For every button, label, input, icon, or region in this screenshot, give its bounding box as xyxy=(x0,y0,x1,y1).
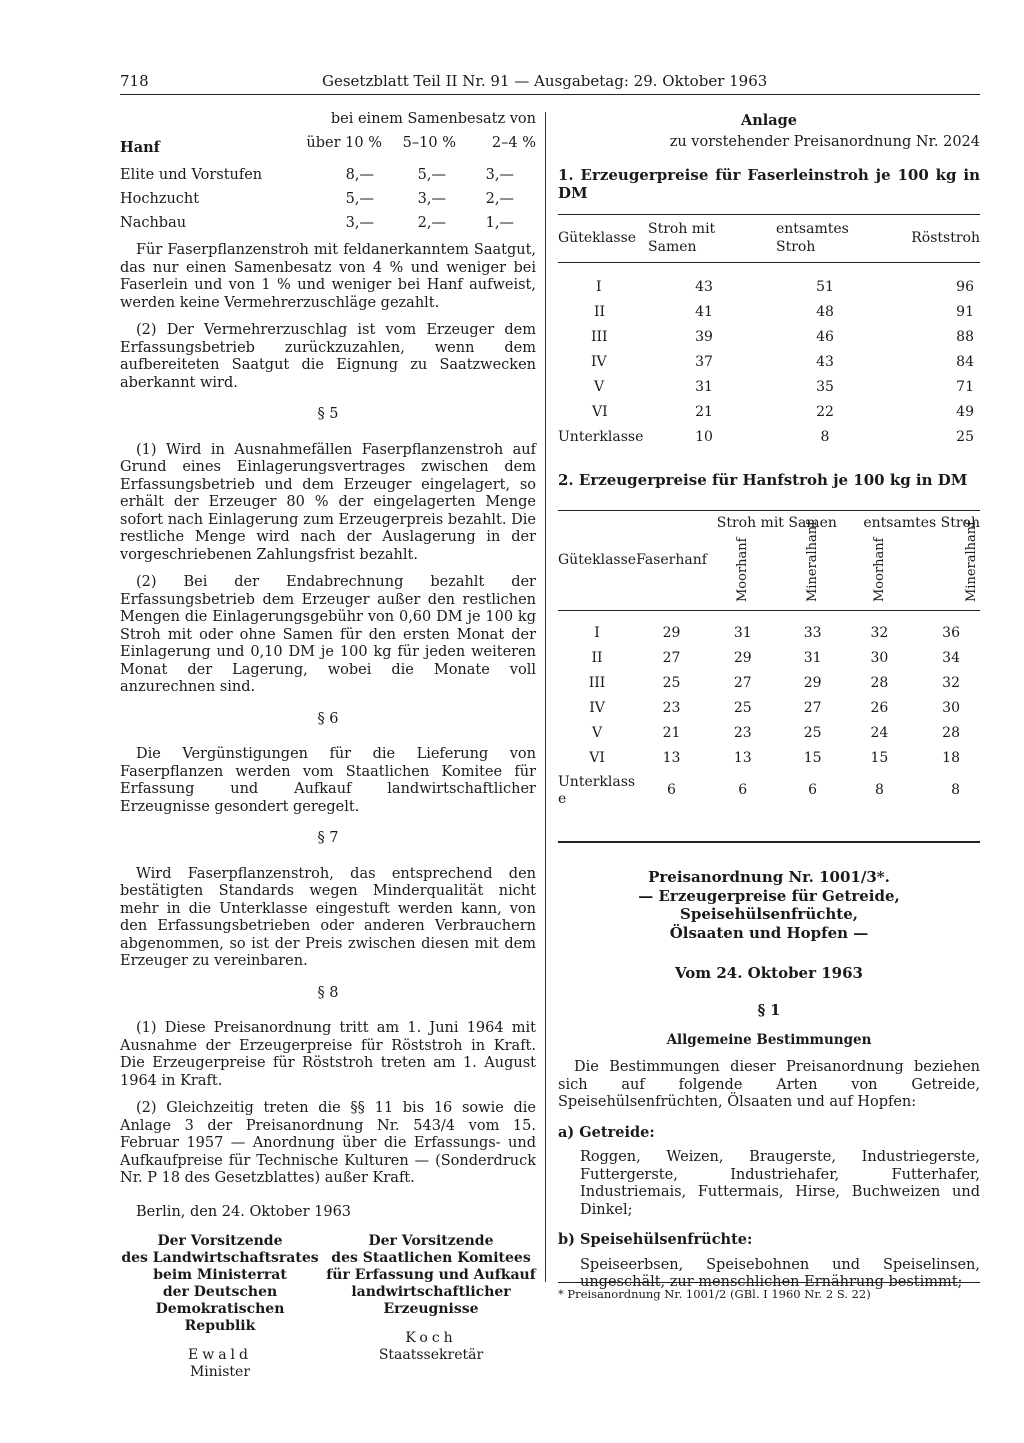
cell: 6 xyxy=(808,782,818,799)
signature-line: des Staatlichen Komitees xyxy=(331,1250,531,1266)
cell: V xyxy=(594,378,605,395)
cell: 29 xyxy=(733,649,752,666)
cell: 29 xyxy=(662,624,681,641)
table-row xyxy=(558,350,980,375)
cell: Unterklasse xyxy=(558,428,644,445)
signature-line: landwirtschaftlicher xyxy=(351,1284,511,1300)
cell: 35 xyxy=(816,378,834,395)
cell: 43 xyxy=(816,353,834,370)
cell: 29 xyxy=(803,674,822,691)
signature-line: beim Ministerrat xyxy=(153,1267,287,1283)
place-date: Berlin, den 24. Oktober 1963 xyxy=(136,1203,352,1220)
cell: 31 xyxy=(695,378,713,395)
column-header: Güteklasse xyxy=(558,215,648,263)
cell: VI xyxy=(592,403,608,420)
table-row xyxy=(558,300,980,325)
table-row xyxy=(120,212,536,236)
signatory-name: Koch xyxy=(405,1330,457,1346)
page-number: 718 xyxy=(120,72,149,90)
cell: 36 xyxy=(942,624,960,641)
cell: 1,— xyxy=(485,215,514,232)
cell: 46 xyxy=(816,328,834,345)
table-row xyxy=(558,721,980,746)
signature-block xyxy=(120,1233,536,1381)
ordinance-subtitle: Ölsaaten und Hopfen — xyxy=(669,924,869,942)
left-column xyxy=(120,108,536,1381)
cell: 27 xyxy=(662,649,681,666)
section-heading: § 1 xyxy=(757,1002,781,1019)
row-label: Nachbau xyxy=(120,215,187,232)
column-group-header: Stroh mit Samen xyxy=(707,510,847,532)
list-label: a) Getreide: xyxy=(558,1123,655,1141)
table-row xyxy=(558,671,980,696)
column-divider xyxy=(545,112,546,1282)
section-rule xyxy=(558,841,980,843)
section-heading: § 7 xyxy=(317,830,339,846)
section-heading: § 8 xyxy=(317,984,339,1001)
cell: 25 xyxy=(956,428,974,445)
cell: 23 xyxy=(662,699,681,716)
cell: 37 xyxy=(695,353,713,370)
table-row xyxy=(558,771,980,811)
cell: IV xyxy=(589,699,605,716)
paragraph: Für Faserpflanzenstroh mit feldanerkanntem Saatgut, das nur einen Samenbesatz von 4 % und weniger bei Faserlein und von 1 % und weniger bei Hanf aufweist, werden keine Vermehrerzuschläge gezahlt. xyxy=(120,242,536,311)
hanf-group-heading: bei einem Samenbesatz von xyxy=(330,111,536,128)
table-row xyxy=(558,646,980,671)
column-header: entsamtes Stroh xyxy=(760,215,890,263)
paragraph: (1) Wird in Ausnahmefällen Faserpflanzenstroh auf Grund eines Einlagerungsvertrages zwischen dem Erfassungsbetrieb und dem Erzeuger eingelagert, so erhält der Erzeuger 80 % der eingelagerten Menge sofort nach Einlagerung zum Erzeugerpreis bezahlt. Die restliche Menge wird nach der Auslagerung in der vorgeschriebenen Zahlungsfrist bezahlt. xyxy=(120,441,536,563)
cell: 5,— xyxy=(345,191,374,208)
paragraph: Wird Faserpflanzenstroh, das entsprechend den bestätigten Standards wegen Minderqualität nicht mehr in die Unterklasse eingestuft werden kann, von den Erfassungsbetrieben oder anderen Verbrauchern abgenommen, so ist der Preis zwischen diesen mit dem Erzeuger zu vereinbaren. xyxy=(120,865,536,969)
list-body: Roggen, Weizen, Braugerste, Industriegerste, Futtergerste, Industriehafer, Futterhafer, Industriemais, Futtermais, Hirse, Buchweizen und Dinkel; xyxy=(580,1149,980,1218)
cell: 30 xyxy=(942,699,960,716)
cell: 2,— xyxy=(417,215,446,232)
ordinance-title: Preisanordnung Nr. 1001/3*. xyxy=(648,867,890,886)
cell: 8 xyxy=(874,782,884,799)
signatory-role: Staatssekretär xyxy=(378,1347,484,1363)
cell: 10 xyxy=(695,428,713,445)
cell: 27 xyxy=(803,699,822,716)
cell: 5,— xyxy=(417,167,446,184)
cell: 71 xyxy=(956,378,974,395)
signature-line: der Deutschen xyxy=(162,1284,278,1300)
signature-line: Der Vorsitzende xyxy=(157,1233,283,1249)
cell: 33 xyxy=(803,624,822,641)
cell: 25 xyxy=(662,674,681,691)
cell: III xyxy=(588,674,606,691)
anlage-subtitle: zu vorstehender Preisanordnung Nr. 2024 xyxy=(669,133,980,150)
cell: 3,— xyxy=(417,191,446,208)
signature-line: Erzeugnisse xyxy=(383,1301,479,1317)
cell: II xyxy=(594,303,606,320)
column-header: Stroh mit Samen xyxy=(648,215,760,263)
table-row xyxy=(120,164,536,188)
cell: 6 xyxy=(667,782,676,799)
cell: 3,— xyxy=(345,215,374,232)
signatory-role: Minister xyxy=(189,1364,251,1380)
cell: 6 xyxy=(738,782,748,799)
table-row xyxy=(558,400,980,425)
table-row xyxy=(558,325,980,350)
cell: 21 xyxy=(662,724,681,741)
cell: VI xyxy=(589,749,605,766)
cell: 30 xyxy=(870,649,889,666)
column-header: Moorhanf xyxy=(871,537,887,602)
section-heading: § 5 xyxy=(317,406,339,422)
section-heading: § 6 xyxy=(317,710,339,727)
cell: III xyxy=(591,328,608,345)
cell: 43 xyxy=(695,278,713,295)
hanf-price-table xyxy=(558,510,980,812)
ordinance-subtitle: — Erzeugerpreise für Getreide, Speisehülsenfrüchte, xyxy=(638,887,900,923)
page-header-title: Gesetzblatt Teil II Nr. 91 — Ausgabetag: 29. Oktober 1963 xyxy=(322,72,768,90)
cell: 32 xyxy=(942,674,960,691)
hanf-col-header: über 10 % xyxy=(306,135,382,152)
cell: II xyxy=(591,649,603,666)
signatory-name: Ewald xyxy=(188,1347,252,1363)
paragraph: (2) Der Vermehrerzuschlag ist vom Erzeuger dem Erfassungsbetrieb zurückzuzahlen, wenn dem aufbereiteten Saatgut die Eignung zu Saatzwecken aberkannt wird. xyxy=(120,322,536,391)
cell: I xyxy=(596,278,602,295)
cell: 15 xyxy=(870,749,889,766)
row-label: Elite und Vorstufen xyxy=(120,167,263,184)
section-title: Allgemeine Bestimmungen xyxy=(666,1031,872,1048)
cell: Unterklasse xyxy=(558,774,636,807)
footnote: * Preisanordnung Nr. 1001/2 (GBl. I 1960 Nr. 2 S. 22) xyxy=(558,1282,980,1301)
cell: 15 xyxy=(803,749,822,766)
cell: 28 xyxy=(870,674,889,691)
cell: 21 xyxy=(695,403,713,420)
column-header: Röststroh xyxy=(890,215,980,263)
paragraph: (2) Gleichzeitig treten die §§ 11 bis 16 sowie die Anlage 3 der Preisanordnung Nr. 543/4 vom 15. Februar 1957 — Anordnung über die Erfassungs- und Aufkaufpreise für Technische Kulturen — (Sonderdruck Nr. P 18 des Gesetzblattes) außer Kraft. xyxy=(120,1100,536,1186)
cell: 23 xyxy=(733,724,752,741)
table-row xyxy=(558,375,980,400)
column-header: Moorhanf xyxy=(734,537,750,602)
table-row xyxy=(558,746,980,771)
cell: 18 xyxy=(942,749,960,766)
cell: 8,— xyxy=(345,167,374,184)
signature-line: für Erfassung und Aufkauf xyxy=(326,1267,536,1283)
paragraph: (2) Bei der Endabrechnung bezahlt der Erfassungsbetrieb dem Erzeuger außer den restlichen Mengen die Einlagerungsgebühr von 0,60 DM je 100 kg Stroh mit oder ohne Samen für den ersten Monat der Einlagerung und 0,10 DM je 100 kg für jeden weiteren Monat der Lagerung, wobei die Monate voll anzurechnen sind. xyxy=(120,574,536,695)
column-header: Mineralhanf xyxy=(804,521,820,602)
hanf-col-header: 2–4 % xyxy=(491,135,536,152)
paragraph: (1) Diese Preisanordnung tritt am 1. Juni 1964 mit Ausnahme der Erzeugerpreise für Röststroh in Kraft. Die Erzeugerpreise für Röststroh treten am 1. August 1964 in Kraft. xyxy=(120,1020,536,1089)
page-header xyxy=(120,70,980,95)
cell: 8 xyxy=(820,428,830,445)
table-row xyxy=(120,188,536,212)
cell: 24 xyxy=(870,724,889,741)
cell: 28 xyxy=(942,724,960,741)
cell: 8 xyxy=(951,782,960,799)
signature-line: des Landwirtschaftsrates xyxy=(121,1250,319,1266)
cell: IV xyxy=(591,353,607,370)
cell: 31 xyxy=(803,649,822,666)
table-row xyxy=(558,621,980,646)
column-header: Mineralhanf xyxy=(963,521,979,602)
cell: 25 xyxy=(803,724,822,741)
column-header: Güteklasse xyxy=(558,552,637,568)
paragraph: Die Bestimmungen dieser Preisanordnung beziehen sich auf folgende Arten von Getreide, Speisehülsenfrüchten, Ölsaaten und auf Hopfen: xyxy=(558,1059,980,1110)
cell: 39 xyxy=(695,328,713,345)
cell: 13 xyxy=(662,749,681,766)
hanf-label: Hanf xyxy=(120,138,160,156)
cell: 2,— xyxy=(485,191,514,208)
table2-title: 2. Erzeugerpreise für Hanfstroh je 100 kg in DM xyxy=(558,471,968,489)
table-row xyxy=(558,696,980,721)
cell: 48 xyxy=(816,303,834,320)
column-header: Faserhanf xyxy=(636,552,707,568)
signature-line: Der Vorsitzende xyxy=(368,1233,494,1249)
signature-right xyxy=(326,1233,536,1381)
cell: 26 xyxy=(870,699,889,716)
paragraph: Die Vergünstigungen für die Lieferung von Faserpflanzen werden vom Staatlichen Komitee für Erfassung und Aufkauf landwirtschaftlicher Erzeugnisse gesondert geregelt. xyxy=(120,746,536,815)
table-row xyxy=(558,275,980,300)
cell: 49 xyxy=(956,403,974,420)
cell: 91 xyxy=(956,303,974,320)
signature-left xyxy=(120,1233,320,1381)
cell: 31 xyxy=(733,624,752,641)
column-group-header: entsamtes Stroh xyxy=(847,510,980,532)
ordinance-date: Vom 24. Oktober 1963 xyxy=(675,963,863,982)
list-body: Speiseerbsen, Speisebohnen und Speiselinsen, ungeschält, zur menschlichen Ernährung bestimmt; xyxy=(580,1256,980,1290)
list-label: b) Speisehülsenfrüchte: xyxy=(558,1231,753,1248)
cell: 13 xyxy=(733,749,752,766)
cell: 41 xyxy=(695,303,713,320)
cell: V xyxy=(591,724,603,741)
hanf-surcharge-table xyxy=(120,108,536,236)
faserlein-price-table xyxy=(558,214,980,450)
hanf-col-header: 5–10 % xyxy=(402,135,456,152)
cell: I xyxy=(594,624,600,641)
cell: 84 xyxy=(956,353,974,370)
table-row xyxy=(558,425,980,450)
row-label: Hochzucht xyxy=(120,191,200,208)
cell: 88 xyxy=(956,328,974,345)
cell: 51 xyxy=(816,278,834,295)
right-column xyxy=(558,112,980,1292)
cell: 96 xyxy=(956,278,974,295)
cell: 32 xyxy=(870,624,889,641)
cell: 27 xyxy=(733,674,752,691)
table1-title: 1. Erzeugerpreise für Faserleinstroh je 100 kg in DM xyxy=(558,166,980,202)
anlage-title: Anlage xyxy=(740,112,798,129)
cell: 3,— xyxy=(485,167,514,184)
cell: 22 xyxy=(816,403,834,420)
cell: 34 xyxy=(942,649,960,666)
cell: 25 xyxy=(733,699,752,716)
signature-line: Demokratischen Republik xyxy=(155,1301,285,1334)
